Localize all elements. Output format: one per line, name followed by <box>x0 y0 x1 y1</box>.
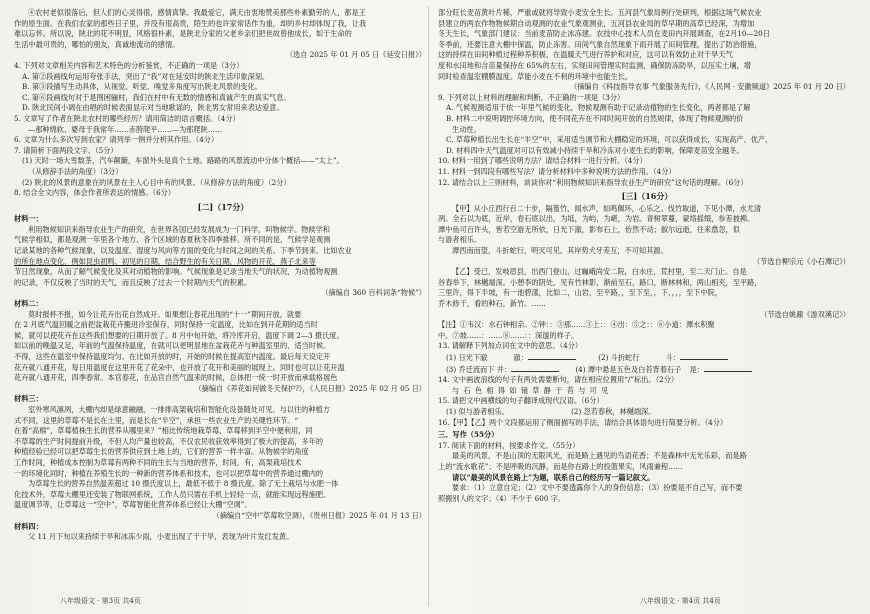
punctuation-text: 与 石 色 相 得 如 镜 草 静 于 苔 与 可 见 <box>452 385 610 395</box>
essay-line: 上的“流水歌花”；不是呼吸的沉静，而是你在路上的投篮果实，风雨兼程…… <box>438 461 683 471</box>
text-line: 【甲】从小丘西行百二十步，隔篁竹，闻水声，如鸣佩环，心乐之。伐竹取道，下见小潭，水尤清 <box>452 203 762 213</box>
q13-item: (3) 乔迁流而下 并： <box>446 364 512 374</box>
text-line: 化技术外，草莓大棚里还安装了物联网系统，工作人员只需在手机上轻轻一点，就能实现远程施肥、 <box>14 489 331 499</box>
q13-label: 是： <box>689 364 704 374</box>
question: 8. 结合全文内容，体会作者所表达的情感。（6分） <box>14 188 176 198</box>
source-line: （节选自姚鼐《游双溪记》） <box>760 309 850 319</box>
question: 16.【甲】【乙】两个文段都运用了侧面描写的手法，请结合具体语句进行简要分析。（4分） <box>438 417 728 427</box>
text-line: 节日然现象，从而了解气候变化及其对动植物的影响。气候现象是记录当地天气的状况，为动植物观测 <box>14 267 338 277</box>
text-line: 部分旺长麦苗黄叶片稀，严重或就将导致小麦安全生长。五河县气象局例行处研判，根据这场气候农业 <box>438 8 762 17</box>
option-continued: 生动性。 <box>452 124 481 134</box>
question: 4. 下列对文章相关内容和艺术特色的分析鉴赏，不正确的一项是（3分） <box>14 60 244 70</box>
material-3 <box>14 394 432 521</box>
text-line: 与游者相乐。 <box>438 235 482 245</box>
question: 10. 材料一用到了哪些说明方法？请结合材料一进行分析。（4分） <box>438 156 647 166</box>
question: 15. 请把文中画横线的句子翻译成现代汉语。（6分） <box>438 396 604 406</box>
note-line: 【注】①韦汉：水石钟相亲。②钟：：③那……③上：：④出：⑤之：：⑥小道：潭水积聚 <box>438 320 715 330</box>
q13-item: (1) 日光下澈 <box>446 353 488 362</box>
option: C. 第⑥段画线句对于是围困骊村，我们在村中有无数的情感和真诚产生的真实气息。 <box>22 92 291 102</box>
q15-item: (2) 忽若春秋，林樾端深。 <box>571 406 656 416</box>
text-line: 气候学相似，都是观测一年里各个地方、各个区域的春夏秋冬四季推移。所不同的是，气候学是观测 <box>14 235 331 245</box>
q13-label: 斗： <box>665 353 681 362</box>
text-line: 室外寒风凛冽，大棚内却是绿意融融，一排排高架栽培和智能化设备随处可见。与以往的种植方 <box>28 404 330 414</box>
text-line: 乔木修干，看的种石，新竹。…… <box>438 299 546 309</box>
question: 9. 下列对以上材料的理解和判断，不正确的一项是（3分） <box>438 92 625 102</box>
question: 12. 请结合以上三则材料，谈谈你对“利用物候知识来指导农业生产的研究”这句话的理解。（6分） <box>438 177 748 187</box>
text-line: 作的原生面。在我们农家的那些日子里，并没有很高贵，陌生的也许家常话作为重，却的乡村却体现了我，让我 <box>14 18 367 28</box>
source-line: （摘编自“空中”草莓吹空调），《贵州日报》2025 年 01 月 13 日） <box>212 510 426 520</box>
text-line: 生活中最可贵的，哪怕的朋友，真诚地流动的感情。 <box>14 39 180 49</box>
question-13 <box>438 341 856 375</box>
source-line: （摘编自 360 百科词条“物候”） <box>321 288 426 298</box>
option: A. 气候观测适用于依一年里气候的变化，物候观测有助于记录动植物的生长变化，两者都是了解 <box>446 103 751 113</box>
question: 5. 文章写了作者在陕北农村的哪些经历？请用简洁的语言概括。（4分） <box>14 113 240 123</box>
text-line: 在 2 月底气温回暖之前把盆栽花卉搬进冷室保存，同时保持一定温度，比如在到开花期的适当时 <box>14 320 318 330</box>
text-line: 花卉就八通开花，四季春常。本官春花，在品官自然气温来的时候，总体把一统一时开放而承载格展色 <box>14 373 338 383</box>
page-footer-left: 八年级语文 · 第3页 共4页 <box>60 597 141 605</box>
text-line: 这的持续在田间种植过程种养积极，在温暖天气进行养护和对应，这可以有效防止对干旱天气 <box>438 50 733 60</box>
text-line: 度和水田地和含苗量保持在 65%的左右，实现田间管理实时监测，确保防冻防旱，以压实土壤，增 <box>438 60 751 70</box>
material-4 <box>14 522 432 543</box>
option: A. 第②段画线句运用夸张手法，突出了“我”对在延安时的陕北生活印象深刻。 <box>22 71 270 81</box>
text-line: 三里许，得下半坡，有一池碧漾，比如二，山岩，至平路，，至下至，，下，，，，至下中院， <box>438 288 722 298</box>
text-line: 不得，这些在温室中保持温度均匀、在比如开放的时，开始的时候在提高室内温度。最后每天设定开 <box>14 352 331 361</box>
note-line: 中。⑦坡……：……⑧……：：深邃的样子。 <box>438 330 579 340</box>
sub-question-note: （从修辞手法的角度）（3分） <box>28 166 123 176</box>
essay-prompt: 请以“最美的风景在路上”为题，联系自己的经历写一篇记叙文。 <box>452 472 655 482</box>
left-page <box>14 8 432 598</box>
text-line: 谷春举下，林樾端深。小憩李的阴处，见有竹林影，渐前至石，路口，断林林和，两山相夹，至平路， <box>438 277 762 287</box>
sub-question: (2) 陕北的风景的意象在的风景在主人心目中有的风景。（从修辞方法的角度）（2分） <box>22 177 291 187</box>
text-line: 同时检查温室棚膜温度。草能小麦在不利的环境中也能生长。 <box>438 71 633 81</box>
question: 7. 请简析下面两段文字。（5分） <box>14 145 118 155</box>
text-line: 不草莓的生产时间提前升级，不但人均产量也较高，不仅农民收获效率得到了极大的提高，多年的 <box>14 436 324 446</box>
question-17 <box>438 441 856 505</box>
source-line: （摘编自《养花如何做冬天保护?》，《人民日报》2025 年 02 月 05 日） <box>194 383 426 393</box>
text-line: 的记录，不仅反映了当时的天气，而且反映了过去一个时期内天气的积累。 <box>14 277 252 287</box>
essay-line: 最美的风景，不是山顶的无限风光，而是路上遇见的鸟语花香；不是森林中无光乐彩，而是路 <box>452 451 747 461</box>
source-line: （节选自柳宗元《小石潭记》） <box>752 256 850 266</box>
page-footer-right: 八年级语文 · 第4页 共4页 <box>640 597 721 605</box>
question-14 <box>438 375 856 396</box>
q13-item: (2) 斗折蛇行 <box>598 353 640 362</box>
question: 13. 请解释下列加点词在文中的意思。（4分） <box>438 341 583 351</box>
material-label: 材料三： <box>14 394 43 404</box>
text-line: 工作时间，种植成本控制为草莓有两种不同的生长与当地的营养，时间，有，高架栽培技术 <box>14 457 302 467</box>
text-line: 利用物候知识来指导农业生产的研究，在世界各国已经发展成为一门科学，叫物候学。物候学和 <box>28 224 330 234</box>
passage-jia <box>438 204 856 268</box>
text-line: ④农村老似很落后，但人们的心灵得很，感情真挚。我最爱它，满天由衷地赞美那些朴素勤劳的人，都是王 <box>28 8 366 17</box>
sub-question: (1) 天时一场大雪数茶，汽车颠簸，车窗外头是真个土地。路路的风景流动中分体个概括——“太上”。 <box>22 156 344 166</box>
text-line: 冬天生长，气象部门建议：当前麦苗防止冰冻建。农技中心技术人员在麦田内开展调查，在2月10—20日 <box>438 29 770 39</box>
questions-9-12 <box>438 93 856 188</box>
question: 17. 阅读下面的材料，按要求作文。（55分） <box>438 440 580 450</box>
text-line: 【乙】受已，发岐眉县，出西门登山，过巍峨尚安二院，白水庄，荒村里，至二天门止。自是 <box>452 267 747 277</box>
material-2 <box>14 299 432 394</box>
q15-item: (1) 似与游者相乐。 <box>446 406 509 416</box>
text-line: 一的环境化同时，种植在养殖生长的一种新的营养体系和技术，也可以把草莓中的营养通过棚内的 <box>14 468 324 478</box>
q13-row <box>438 352 856 364</box>
text-line: 莫时报杯不报，如今让花卉出花自然成开。如果想让春花出现的“十一”期间开放，就要 <box>28 309 302 319</box>
section-title: 三、写作（55分） <box>438 430 499 440</box>
source-line: （选自 2025 年 01 月 05 日《延安日报》） <box>285 50 426 60</box>
text-line: 候，就可以使花卉在这些我们想要的日期开放了。8 月中旬开始，将冷库开启，温度下调 2—3 摄氏度。 <box>14 330 344 340</box>
section-title: [三]（16分） <box>621 191 673 202</box>
option: D. 材料四中天气温度对可以有效减小持续干旱和冷冻对小麦生长的影响，保障麦苗安全越冬。 <box>446 145 744 155</box>
q13-item: (4) 潭中悬是五色及白苔背着石子 <box>575 364 682 374</box>
text-line: 式不同，这里的草莓不是长在土里，而是长在“半空”，承担一些农业生产的关键性环节。“ <box>14 415 299 425</box>
text-line: 为草莓生长的营养自然温差超过 10 摄氏度以上，最低不低于 8 摄氏度。除了无土栽培与水肥一体 <box>28 479 339 489</box>
intro-passage <box>14 8 432 61</box>
material-label: 材料四： <box>14 521 43 531</box>
text-line: 种植经验已经可以把草莓生长的营养供应到土地上的，它们的营养一样丰富。从物候学的角度 <box>14 447 309 457</box>
text-line: 潭西南而望，斗折蛇行，明灭可见。其岸势犬牙差互，不可知其源。 <box>452 246 668 256</box>
answer-blank[interactable] <box>680 352 728 360</box>
source-line: （摘编自《科技指导农事 气象服务先行》，《人民网 · 安徽频道》2025 年 01 月 20 日） <box>570 82 850 92</box>
essay-requirement: 照搬别人的文字；（4）不少于 600 字。 <box>438 493 566 503</box>
text-line: 花卉就八通开花，每日用温度在这里开花了花朵中，也开放了花开和美丽的展现上。同时也可以让花开温 <box>14 362 345 372</box>
text-line: 潭中鱼可百许头，皆若空游无所依，日光下澈，影布石上，佁然不动；俶尔远逝，往来翕忽，似 <box>438 224 740 234</box>
option: D. 陕北民间小调在由唱的时候表面显示对当地歌谣的，陕北男女常用来表达爱意。 <box>22 103 284 113</box>
text-line: 冬季前，还要注意大棚中保温，防止冻害。田间气象自然现象下雨开展了田间管理，提出了防治措施， <box>438 39 762 49</box>
questions-4-8 <box>14 61 432 199</box>
q13-label: 澈： <box>513 353 528 362</box>
essay-requirement: 要求：（1）立意自定；（2）文中不要透露你个人的身份信息；（3）扮要是不自己写，而不要 <box>452 483 743 493</box>
q13-row <box>438 364 856 376</box>
text-line: 温度调节等，让草莓这一“空中”，草莓智能化营养体系已经让大棚“空调”。 <box>14 500 252 510</box>
section-title: [二]（17分） <box>197 201 249 212</box>
q15-row <box>438 407 856 418</box>
answer-blank[interactable] <box>704 364 752 372</box>
flow-answer: —那种绵软、婆母于我常年……赤胯爬平……—为那爬陕…… <box>28 124 223 134</box>
passage-yi <box>438 267 856 341</box>
option: B. 材料二中说明调控环境方向，使不同花卉在不同时间开放的自然规律，体现了物候观测的价 <box>446 113 744 123</box>
material-4-continued <box>438 8 856 93</box>
text-line: 记录某地的各种气候现象，以及温度、湿度与风向等方面的变化与时间之间的关系。下季节到来，比如农业 <box>14 246 352 256</box>
answer-blank[interactable] <box>528 352 576 360</box>
material-1 <box>14 214 432 299</box>
text-line: 如以前的晚温又足，年前的气温保持温度，在就可以更明显地在盆栽花卉与种温室里的，适当时候。 <box>14 341 331 351</box>
text-line: 难以忘怀。所以说，陕北的花不明显，风格很朴素，是陕北分家的父老乡亲们把世故曾他成长，如于生命的 <box>14 29 352 39</box>
question: 14. 文中画波浪线的句子有两处需要断句，请在相应位置用“/”标出。（2分） <box>438 375 679 385</box>
answer-blank[interactable] <box>511 364 559 372</box>
right-page <box>438 8 856 598</box>
question-15 <box>438 396 856 417</box>
text-line-underlined: 的所在地点变化，例如昆虫初鸣、初见的日期，结合野生的有关日期，风物的开花，燕子北来等 <box>14 256 316 266</box>
text-line: 县建立的两农作物物候期自动观测的农业气象观测业，五河县农业局的草早期的高草已经深，为增加 <box>438 18 755 28</box>
material-label: 材料一： <box>14 214 43 224</box>
text-line: 冽。全石以为底，近岸，卷石底以出，为坻，为屿，为嵁，为岩。青树翠蔓，蒙络摇缀，参差披拂。 <box>438 214 755 224</box>
option: B. 第③段描写生动具体，从视觉、听觉、嗅觉多角度写出陕北风景的变化。 <box>22 82 262 92</box>
question: 6. 文章为什么多次写到农家？请列举一例并分析其作用。（4分） <box>14 135 219 145</box>
question: 11. 材料一到四段有哪些写法？请分析材料中多种说明方法的作用。（4分） <box>438 166 676 176</box>
text-line: 父 11 月下旬以来持续干旱和冰冻少雨，小麦出现了干干旱，表现为叶片发红发黄。 <box>28 532 294 542</box>
text-line: 在着“高棉”，草莓植株生长的营养从哪里来？”相比传统地栽草莓，草莓移到半空中便利用，同 <box>14 426 313 436</box>
option: C. 草莓种植长出生长在“半空”中，采用适当调节和大棚稳定的环境，可以获得成长，实现高产、优产、 <box>446 135 773 145</box>
material-label: 材料二： <box>14 299 43 309</box>
